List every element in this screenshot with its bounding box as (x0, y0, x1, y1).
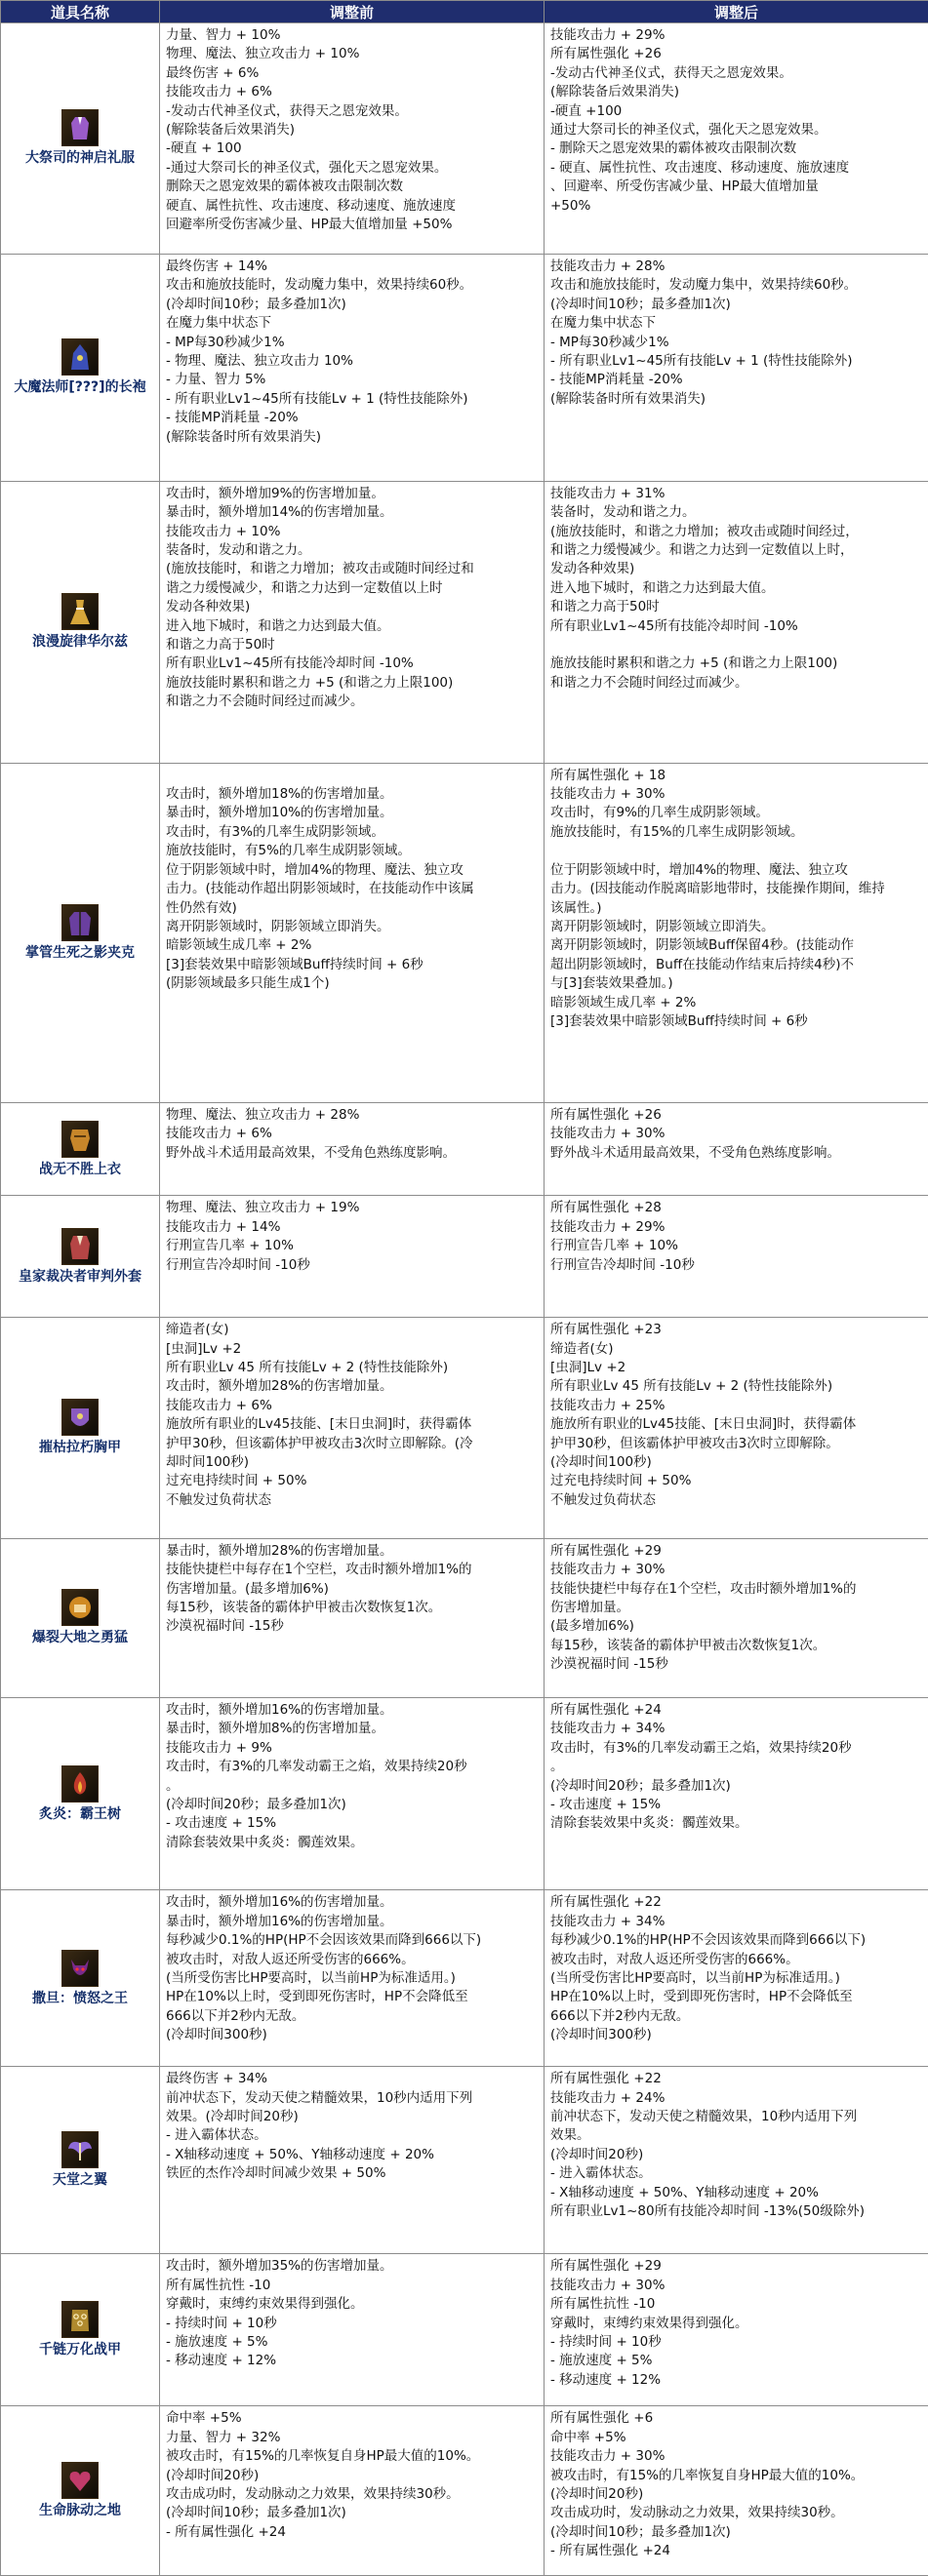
table-row (1, 1318, 928, 1539)
after-line: 所有属性抗性 -10 (550, 2296, 656, 2313)
before-line: - 物理、魔法、独立攻击力 10% (166, 352, 353, 369)
before-line: 铁匠的杰作冷却时间减少效果 + 50% (166, 2165, 386, 2182)
heart-icon (61, 2462, 99, 2499)
table-row (1, 2067, 928, 2254)
after-line: 和谐之力缓慢减少。和谐之力达到一定数值以上时， (550, 541, 854, 558)
after-line: - X轴移动速度 + 50%、Y轴移动速度 + 20% (550, 2184, 819, 2200)
after-line: 位于阴影领域中时，增加4%的物理、魔法、独立攻 (550, 861, 848, 878)
before-line: 被攻击时，有15%的几率恢复自身HP最大值的10%。 (166, 2448, 480, 2465)
before-line: 暴击时，额外增加8%的伤害增加量。 (166, 1721, 384, 1737)
before-line: 每秒减少0.1%的HP(HP不会因该效果而降到666以下) (166, 1932, 482, 1949)
before-line: HP在10%以上时，受到即死伤害时，HP不会降低至 (166, 1989, 468, 2005)
after-line: 暗影领域生成几率 + 2% (550, 994, 697, 1011)
after-line: 、回避率、所受伤害减少量、HP最大值增加量 (550, 178, 819, 195)
before-line: 却时间100秒) (166, 1453, 250, 1470)
before-line: - 所有属性强化 +24 (166, 2523, 286, 2540)
before-line: 性仍然有效) (166, 899, 237, 916)
item-before-cell (160, 1697, 545, 1889)
after-line: (冷却时间20秒；最多叠加1次) (550, 1777, 731, 1794)
after-line: 所有属性强化 +26 (550, 46, 662, 62)
after-line: 超出阴影领域时，Buff在技能动作结束后持续4秒)不 (550, 956, 854, 972)
item-before-cell (160, 1890, 545, 2067)
after-line: 护甲30秒，但该霸体护甲被攻击3次时立即解除。 (550, 1435, 839, 1451)
after-line: 在魔力集中状态下 (550, 315, 656, 332)
before-line: 攻击时，额外增加9%的伤害增加量。 (166, 485, 384, 501)
after-line: 。 (550, 1759, 564, 1775)
after-line: 缔造者(女) (550, 1340, 614, 1357)
chain-armor-icon (61, 2301, 99, 2338)
item-before-cell (160, 23, 545, 255)
after-line: (解除装备后效果消失) (550, 84, 680, 100)
table-row (1, 1538, 928, 1697)
after-line: 过充电持续时间 + 50% (550, 1473, 692, 1489)
before-line: 和谐之力高于50时 (166, 637, 275, 653)
before-line: 物理、魔法、独立攻击力 + 19% (166, 1200, 360, 1216)
after-line: 所有职业Lv1~80所有技能冷却时间 -13%(50级除外) (550, 2203, 865, 2220)
before-line: 清除套装效果中炙炎：髑莲效果。 (166, 1834, 364, 1850)
demon-icon (61, 1950, 99, 1987)
wing-icon (61, 2131, 99, 2168)
after-line: (当所受伤害比HP要高时，以当前HP为标准适用。) (550, 1969, 840, 1986)
after-line: 装备时，发动和谐之力。 (550, 504, 696, 521)
after-line: 技能攻击力 + 34% (550, 1913, 666, 1929)
item-name: 大祭司的神启礼服 (25, 150, 135, 167)
after-line: 技能攻击力 + 30% (550, 1562, 666, 1578)
before-line: 技能攻击力 + 10% (166, 523, 281, 539)
before-line: (施放技能时，和谐之力增加；被攻击或随时间经过和 (166, 561, 474, 577)
after-line: 被攻击时，对敌人返还所受伤害的666%。 (550, 1951, 799, 1967)
before-line: 行刑宣告几率 + 10% (166, 1238, 294, 1254)
after-line: 所有职业Lv1~45所有技能冷却时间 -10% (550, 617, 798, 634)
table-row (1, 23, 928, 255)
before-line: (解除装备时所有效果消失) (166, 428, 322, 445)
table-row (1, 1890, 928, 2067)
item-before-cell (160, 254, 545, 481)
before-line: (冷却时间20秒；最多叠加1次) (166, 1796, 346, 1812)
before-line: - 技能MP消耗量 -20% (166, 410, 299, 426)
after-line: (施放技能时，和谐之力增加；被攻击或随时间经过， (550, 523, 859, 539)
after-line: 所有属性强化 +24 (550, 1701, 662, 1718)
before-line: 攻击时，额外增加16%的伤害增加量。 (166, 1701, 393, 1718)
after-line: 技能攻击力 + 30% (550, 2448, 666, 2465)
item-name: 掌管生死之影夹克 (25, 944, 135, 961)
after-line: 和谐之力高于50时 (550, 599, 660, 615)
item-name-cell (1, 763, 160, 1102)
after-line: 清除套装效果中炙炎：髑莲效果。 (550, 1815, 748, 1832)
before-line: [虫洞]Lv +2 (166, 1340, 242, 1357)
after-line: 技能攻击力 + 30% (550, 786, 666, 803)
after-line: 被攻击时，有15%的几率恢复自身HP最大值的10%。 (550, 2467, 865, 2483)
after-line: 发动各种效果) (550, 561, 635, 577)
item-name: 浪漫旋律华尔兹 (32, 634, 128, 651)
after-line: 命中率 +5% (550, 2429, 626, 2445)
item-name-cell (1, 23, 160, 255)
jacket-icon (61, 904, 99, 941)
item-before-cell (160, 1538, 545, 1697)
after-line: - MP每30秒减少1% (550, 334, 669, 350)
after-line: - 所有职业Lv1~45所有技能Lv + 1 (特性技能除外) (550, 352, 853, 369)
after-line: 攻击时，有9%的几率生成阴影领域。 (550, 805, 769, 821)
item-name-cell (1, 481, 160, 763)
before-line: (冷却时间300秒) (166, 2027, 267, 2043)
before-line: 所有属性抗性 -10 (166, 2277, 271, 2293)
before-line: 行刑宣告冷却时间 -10秒 (166, 1256, 310, 1273)
before-line: 过充电持续时间 + 50% (166, 1473, 307, 1489)
before-line: 最终伤害 + 6% (166, 64, 260, 81)
after-line: 666以下并2秒内无敌。 (550, 2007, 690, 2024)
after-line: 所有属性强化 +23 (550, 1322, 662, 1338)
after-line: 所有属性强化 +6 (550, 2410, 654, 2427)
after-line: 技能攻击力 + 24% (550, 2089, 666, 2106)
table-row (1, 763, 928, 1102)
after-line: (解除装备时所有效果消失) (550, 390, 706, 407)
item-name-cell (1, 2254, 160, 2406)
before-line: 攻击时，额外增加18%的伤害增加量。 (166, 786, 393, 803)
after-line: 施放技能时累积和谐之力 +5 (和谐之力上限100) (550, 655, 838, 672)
after-line: 穿戴时，束缚约束效果得到强化。 (550, 2315, 748, 2331)
before-line: 谐之力缓慢减少，和谐之力达到一定数值以上时 (166, 579, 443, 596)
item-name: 千链万化战甲 (39, 2342, 121, 2358)
after-line: 伤害增加量。 (550, 1599, 629, 1615)
item-after-cell (545, 1538, 928, 1697)
before-line: 力量、智力 + 10% (166, 27, 281, 43)
item-name-cell (1, 1890, 160, 2067)
item-after-cell (545, 481, 928, 763)
before-line: 暗影领域生成几率 + 2% (166, 937, 312, 954)
after-line: 离开阴影领域时，阴影领域立即消失。 (550, 918, 775, 934)
item-name: 大魔法师[???]的长袍 (14, 379, 146, 396)
before-line: 攻击成功时，发动脉动之力效果，效果持续30秒。 (166, 2485, 460, 2502)
header-after: 调整后 (545, 1, 928, 23)
before-line: 和谐之力不会随时间经过而减少。 (166, 694, 364, 710)
before-line: - 持续时间 + 10秒 (166, 2315, 277, 2331)
item-before-cell (160, 2406, 545, 2576)
after-line: 所有属性强化 +28 (550, 1200, 662, 1216)
after-line: 攻击成功时，发动脉动之力效果，效果持续30秒。 (550, 2505, 844, 2521)
before-line: 。 (166, 1777, 180, 1794)
before-line: 暴击时，额外增加28%的伤害增加量。 (166, 1542, 393, 1559)
before-line: 暴击时，额外增加10%的伤害增加量。 (166, 805, 393, 821)
after-line: [3]套装效果中暗影领域Buff持续时间 + 6秒 (550, 1012, 808, 1029)
before-line: 技能攻击力 + 6% (166, 1397, 272, 1413)
after-line: 所有属性强化 +29 (550, 1542, 662, 1559)
before-line: 所有职业Lv 45 所有技能Lv + 2 (特性技能除外) (166, 1359, 449, 1375)
before-line: 每15秒，该装备的霸体护甲被击次数恢复1次。 (166, 1599, 442, 1615)
after-line: (冷却时间20秒) (550, 2485, 644, 2502)
before-line: 穿戴时，束缚约束效果得到强化。 (166, 2296, 364, 2313)
after-line: 攻击和施放技能时，发动魔力集中，效果持续60秒。 (550, 277, 858, 294)
table-row (1, 254, 928, 481)
table-row (1, 481, 928, 763)
after-line: (最多增加6%) (550, 1618, 634, 1635)
after-line: 技能攻击力 + 29% (550, 27, 666, 43)
before-line: (阴影领域最多只能生成1个) (166, 975, 330, 992)
item-name: 炙炎：霸王树 (39, 1805, 121, 1822)
item-name: 爆裂大地之勇猛 (32, 1630, 128, 1646)
after-line: 每秒减少0.1%的HP(HP不会因该效果而降到666以下) (550, 1932, 867, 1949)
after-line: (冷却时间10秒；最多叠加1次) (550, 2523, 731, 2540)
after-line: 击力。(因技能动作脱离暗影地带时，技能操作期间，维持 (550, 881, 885, 897)
before-line: 缔造者(女) (166, 1322, 229, 1338)
after-line: -硬直 +100 (550, 102, 623, 119)
after-line: (冷却时间300秒) (550, 2027, 652, 2043)
item-name-cell (1, 1318, 160, 1539)
before-line: 666以下并2秒内无敌。 (166, 2007, 305, 2024)
after-line (550, 636, 922, 654)
item-before-cell (160, 1196, 545, 1318)
item-before-cell (160, 481, 545, 763)
item-name: 生命脉动之地 (39, 2503, 121, 2519)
before-line: 删除天之恩宠效果的霸体被攻击限制次数 (166, 178, 403, 195)
before-line: - X轴移动速度 + 50%、Y轴移动速度 + 20% (166, 2146, 434, 2162)
after-line: 技能攻击力 + 28% (550, 258, 666, 274)
after-line: 技能攻击力 + 31% (550, 485, 666, 501)
before-line: - 力量、智力 5% (166, 372, 266, 388)
item-name-cell (1, 1538, 160, 1697)
before-line: 发动各种效果) (166, 599, 251, 615)
after-line: +50% (550, 197, 591, 214)
after-line: 攻击时，有3%的几率发动霸王之焰，效果持续20秒 (550, 1739, 852, 1756)
table-row (1, 1697, 928, 1889)
before-line: 技能快捷栏中每存在1个空栏，攻击时额外增加1%的 (166, 1562, 472, 1578)
after-line: HP在10%以上时，受到即死伤害时，HP不会降低至 (550, 1989, 853, 2005)
wizard-robe-icon (61, 338, 99, 376)
after-line: [虫洞]Lv +2 (550, 1359, 626, 1375)
after-line: - 移动速度 + 12% (550, 2371, 662, 2388)
after-line: - 删除天之恩宠效果的霸体被攻击限制次数 (550, 140, 797, 157)
item-name: 天堂之翼 (53, 2172, 107, 2189)
before-line: - 攻击速度 + 15% (166, 1815, 277, 1832)
before-line: 攻击时，有3%的几率发动霸王之焰，效果持续20秒 (166, 1759, 467, 1775)
after-line: 前冲状态下，发动天使之精髓效果，10秒内适用下列 (550, 2108, 858, 2124)
before-line: 暴击时，额外增加14%的伤害增加量。 (166, 504, 393, 521)
after-line: 施放技能时，有15%的几率生成阴影领域。 (550, 823, 804, 840)
before-line: (冷却时间20秒) (166, 2467, 260, 2483)
after-line: 进入地下城时，和谐之力达到最大值。 (550, 579, 775, 596)
item-before-cell (160, 2067, 545, 2254)
item-before-cell (160, 1318, 545, 1539)
item-after-cell (545, 1697, 928, 1889)
before-line: 所有职业Lv1~45所有技能冷却时间 -10% (166, 655, 414, 672)
flame-icon (61, 1765, 99, 1803)
before-line: 物理、魔法、独立攻击力 + 10% (166, 46, 360, 62)
item-after-cell (545, 2254, 928, 2406)
before-line: - 进入霸体状态。 (166, 2127, 267, 2144)
dress-icon (61, 593, 99, 630)
after-line: 该属性。) (550, 899, 602, 916)
before-line: - 施放速度 + 5% (166, 2334, 268, 2351)
before-line: 最终伤害 + 34% (166, 2071, 267, 2087)
before-line: 施放技能时累积和谐之力 +5 (和谐之力上限100) (166, 674, 454, 691)
before-line: 装备时，发动和谐之力。 (166, 541, 311, 558)
before-line: 前冲状态下，发动天使之精髓效果，10秒内适用下列 (166, 2089, 473, 2106)
before-line: (冷却时间10秒；最多叠加1次) (166, 296, 346, 312)
after-line: - 硬直、属性抗性、攻击速度、移动速度、施放速度 (550, 159, 850, 176)
before-line: - 移动速度 + 12% (166, 2353, 277, 2369)
table-row (1, 2254, 928, 2406)
item-after-cell (545, 254, 928, 481)
before-line: (冷却时间10秒；最多叠加1次) (166, 2505, 346, 2521)
before-line: 不触发过负荷状态 (166, 1491, 271, 1508)
before-line: -硬直 + 100 (166, 140, 242, 157)
before-line: 伤害增加量。(最多增加6%) (166, 1580, 329, 1597)
header-before: 调整前 (160, 1, 545, 23)
item-name-cell (1, 1196, 160, 1318)
item-name-cell (1, 2067, 160, 2254)
before-line: 攻击和施放技能时，发动魔力集中，效果持续60秒。 (166, 277, 473, 294)
before-line: [3]套装效果中暗影领域Buff持续时间 + 6秒 (166, 956, 424, 972)
item-after-cell (545, 1318, 928, 1539)
after-line: 所有属性强化 + 18 (550, 767, 666, 783)
after-line (550, 842, 922, 860)
before-line: 施放所有职业的Lv45技能、[末日虫洞]时，获得霸体 (166, 1416, 472, 1433)
before-line: (解除装备后效果消失) (166, 122, 296, 139)
before-line: 野外战斗术适用最高效果，不受角色熟练度影响。 (166, 1144, 456, 1161)
after-line: 行刑宣告冷却时间 -10秒 (550, 1256, 695, 1273)
before-line: -通过大祭司长的神圣仪式，强化天之恩宠效果。 (166, 159, 448, 176)
before-line: 技能攻击力 + 6% (166, 1126, 272, 1142)
after-line: 技能攻击力 + 30% (550, 1126, 666, 1142)
before-line: 效果。(冷却时间20秒) (166, 2108, 299, 2124)
before-line: 攻击时，有3%的几率生成阴影领域。 (166, 823, 384, 840)
item-after-cell (545, 1102, 928, 1196)
after-line: 所有属性强化 +22 (550, 2071, 662, 2087)
item-name: 皇家裁决者审判外套 (19, 1268, 141, 1285)
item-after-cell (545, 2067, 928, 2254)
fist-icon (61, 1589, 99, 1626)
after-line: 沙漠祝福时间 -15秒 (550, 1656, 668, 1673)
item-before-cell (160, 1102, 545, 1196)
table-row (1, 2406, 928, 2576)
before-line: 攻击时，额外增加28%的伤害增加量。 (166, 1378, 393, 1395)
before-line: 被攻击时，对敌人返还所受伤害的666%。 (166, 1951, 415, 1967)
before-line: 技能攻击力 + 14% (166, 1218, 281, 1235)
after-line: 施放所有职业的Lv45技能、[末日虫洞]时，获得霸体 (550, 1416, 857, 1433)
item-name-cell (1, 2406, 160, 2576)
before-line: - MP每30秒减少1% (166, 334, 285, 350)
after-line: - 攻击速度 + 15% (550, 1796, 662, 1812)
after-line: 所有属性强化 +26 (550, 1106, 662, 1123)
before-line: 沙漠祝福时间 -15秒 (166, 1618, 284, 1635)
after-line: - 所有属性强化 +24 (550, 2543, 670, 2559)
item-before-cell (160, 763, 545, 1102)
after-line: -发动古代神圣仪式，获得天之恩宠效果。 (550, 64, 792, 81)
before-line: 暴击时，额外增加16%的伤害增加量。 (166, 1913, 393, 1929)
breastplate-icon (61, 1399, 99, 1436)
item-name: 战无不胜上衣 (39, 1161, 121, 1177)
robe-icon (61, 109, 99, 146)
coat-icon (61, 1228, 99, 1265)
before-line: 施放技能时，有5%的几率生成阴影领域。 (166, 843, 411, 859)
after-line: (冷却时间10秒；最多叠加1次) (550, 296, 731, 312)
item-after-cell (545, 23, 928, 255)
after-line: 与[3]套装效果叠加。) (550, 975, 673, 992)
after-line: 技能攻击力 + 25% (550, 1397, 666, 1413)
item-after-cell (545, 1196, 928, 1318)
before-line: 技能攻击力 + 6% (166, 84, 272, 100)
after-line: 每15秒，该装备的霸体护甲被击次数恢复1次。 (550, 1637, 827, 1653)
header-item-name: 道具名称 (1, 1, 160, 23)
item-name: 撒旦：愤怒之王 (32, 1990, 128, 2006)
before-line: 物理、魔法、独立攻击力 + 28% (166, 1106, 360, 1123)
after-line: 技能攻击力 + 29% (550, 1218, 666, 1235)
before-line: 进入地下城时，和谐之力达到最大值。 (166, 617, 390, 634)
before-line: 力量、智力 + 32% (166, 2429, 281, 2445)
before-line: 在魔力集中状态下 (166, 315, 271, 332)
item-name-cell (1, 254, 160, 481)
after-line: 技能攻击力 + 30% (550, 2277, 666, 2293)
after-line: - 持续时间 + 10秒 (550, 2334, 662, 2351)
after-line: 不触发过负荷状态 (550, 1491, 656, 1508)
before-line: - 所有职业Lv1~45所有技能Lv + 1 (特性技能除外) (166, 390, 468, 407)
before-line (166, 767, 538, 785)
before-line: (当所受伤害比HP要高时，以当前HP为标准适用。) (166, 1969, 456, 1986)
after-line: 所有职业Lv 45 所有技能Lv + 2 (特性技能除外) (550, 1378, 833, 1395)
after-line: 所有属性强化 +29 (550, 2258, 662, 2275)
after-line: 技能攻击力 + 34% (550, 1721, 666, 1737)
table-row (1, 1196, 928, 1318)
after-line: - 施放速度 + 5% (550, 2353, 653, 2369)
item-before-cell (160, 2254, 545, 2406)
after-line: - 进入霸体状态。 (550, 2165, 652, 2182)
after-line: 和谐之力不会随时间经过而减少。 (550, 674, 748, 691)
after-line: (冷却时间100秒) (550, 1453, 652, 1470)
item-name-cell (1, 1102, 160, 1196)
before-line: 攻击时，额外增加16%的伤害增加量。 (166, 1894, 393, 1911)
before-line: -发动古代神圣仪式，获得天之恩宠效果。 (166, 102, 408, 119)
before-line: 回避率所受伤害减少量、HP最大值增加量 +50% (166, 217, 453, 233)
before-line: 位于阴影领域中时，增加4%的物理、魔法、独立攻 (166, 861, 464, 878)
after-line: 效果。 (550, 2127, 590, 2144)
item-name-cell (1, 1697, 160, 1889)
item-after-cell (545, 763, 928, 1102)
before-line: 命中率 +5% (166, 2410, 242, 2427)
before-line: 技能攻击力 + 9% (166, 1739, 272, 1756)
after-line: 离开阴影领域时，阴影领域Buff保留4秒。(技能动作 (550, 937, 854, 954)
table-row (1, 1102, 928, 1196)
before-line: 最终伤害 + 14% (166, 258, 267, 274)
item-after-cell (545, 2406, 928, 2576)
before-line: 离开阴影领域时，阴影领域立即消失。 (166, 918, 390, 934)
after-line: 行刑宣告几率 + 10% (550, 1238, 678, 1254)
after-line: - 技能MP消耗量 -20% (550, 372, 683, 388)
after-line: 技能快捷栏中每存在1个空栏，攻击时额外增加1%的 (550, 1580, 857, 1597)
after-line: 所有属性强化 +22 (550, 1894, 662, 1911)
after-line: (冷却时间20秒) (550, 2146, 644, 2162)
before-line: 攻击时，额外增加35%的伤害增加量。 (166, 2258, 393, 2275)
armor-icon (61, 1121, 99, 1158)
before-line: 护甲30秒，但该霸体护甲被攻击3次时立即解除。(冷 (166, 1435, 473, 1451)
before-line: 硬直、属性抗性、攻击速度、移动速度、施放速度 (166, 197, 456, 214)
after-line: 野外战斗术适用最高效果，不受角色熟练度影响。 (550, 1144, 840, 1161)
after-line: 通过大祭司长的神圣仪式，强化天之恩宠效果。 (550, 122, 827, 139)
item-name: 摧枯拉朽胸甲 (39, 1440, 121, 1456)
item-after-cell (545, 1890, 928, 2067)
before-line: 击力。(技能动作超出阴影领域时，在技能动作中该属 (166, 881, 474, 897)
